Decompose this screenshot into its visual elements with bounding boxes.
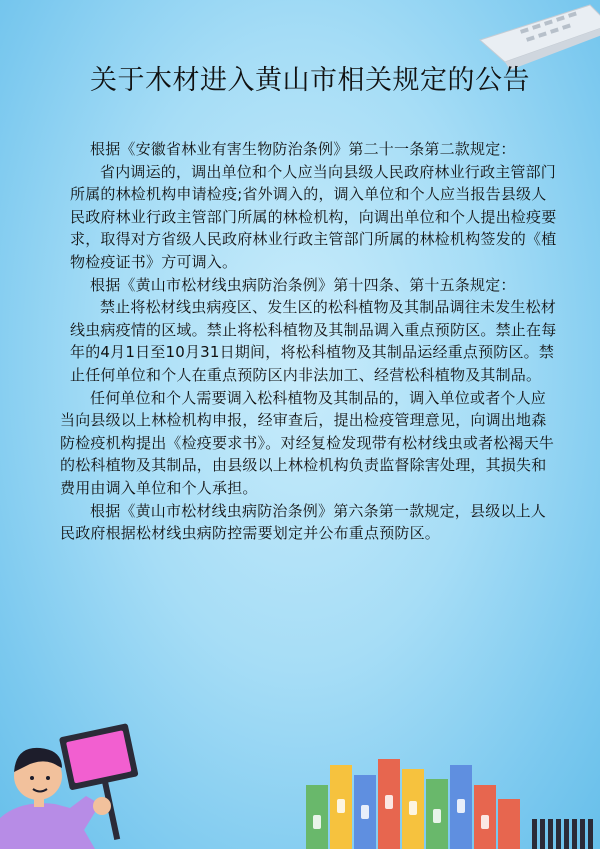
paragraph-2: 省内调运的，调出单位和个人应当向县级人民政府林业行政主管部门所属的林检机构申请检疫;省外调入的，调入单位和个人应当报告县级人民政府林业行政主管部门所属的林检机构，向调出单位和个人提出检疫要求，取得对方省级人民政府林业行政主管部门所属的林检机构签发的《植物检疫证书》方可调入。 [70,162,557,271]
paragraph-4: 禁止将松材线虫病疫区、发生区的松科植物及其制品调往未发生松材线虫病疫情的区域。禁止将松科植物及其制品调入重点预防区。禁止在每年的4月1日至10月31日期间，将松科植物及其制品运经重点预防区。禁止任何单位和个人在重点预防区内非法加工、经营松科植物及其制品。 [70,298,557,384]
paragraph-1: 根据《安徽省林业有害生物防治条例》第二十一条第二款规定： [90,140,516,158]
paragraph-5: 任何单位和个人需要调入松科植物及其制品的，调入单位或者个人应当向县级以上林检机构申报，经审查后，提出检疫管理意见，向调出地森防检疫机构提出《检疫要求书》。对经复检发现带有松材线虫或者松褐天牛的松科植物及其制品，由县级以上林检机构负责监督除害处理，其损失和费用由调入单位和个人承担。 [60,388,555,497]
paragraph-3: 根据《黄山市松材线虫病防治条例》第十四条、第十五条规定： [90,275,516,294]
books-illustration [300,755,600,849]
page-title: 关于木材进入黄山市相关规定的公告 [90,65,530,96]
notice-body [60,138,560,545]
paragraph-6: 根据《黄山市松材线虫病防治条例》第六条第一款规定，县级以上人民政府根据松材线虫病防控需要划定并公布重点预防区。 [60,501,547,543]
person-holding-sign-illustration [0,700,150,849]
